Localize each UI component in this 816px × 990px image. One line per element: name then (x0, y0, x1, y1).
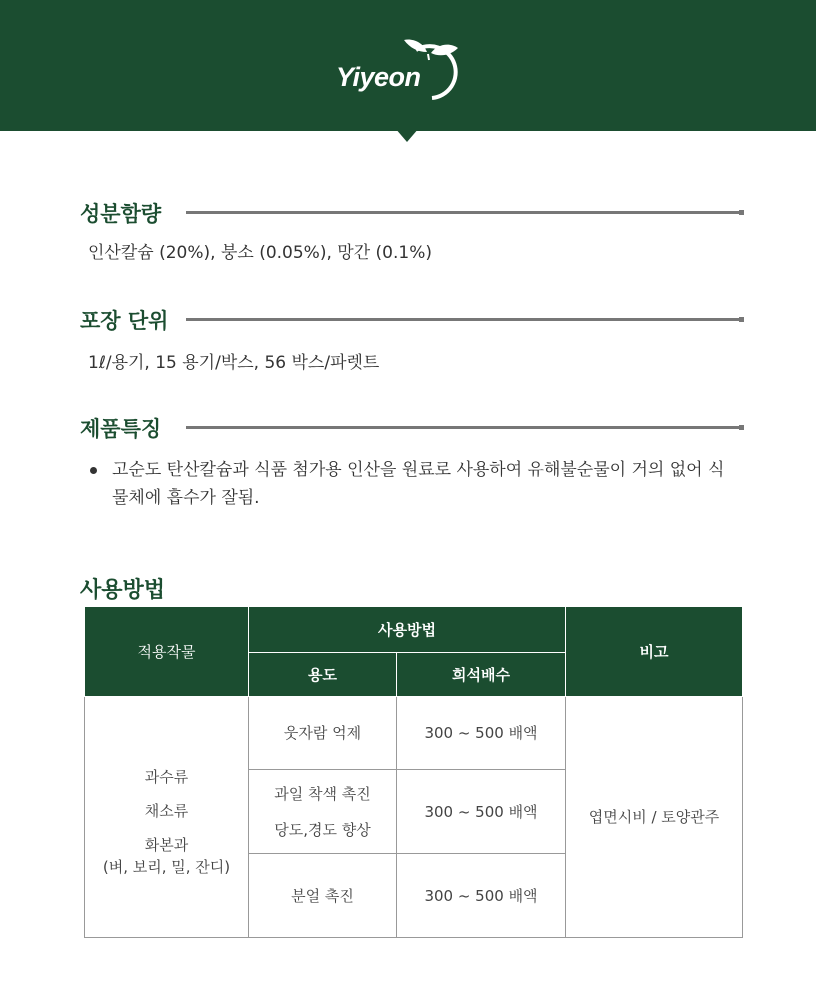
section-title: 제품특징 (80, 417, 162, 441)
crop-item: 과수류 (144, 768, 189, 786)
logo-text: Yiyeon (336, 62, 421, 92)
header-notch (395, 128, 419, 142)
composition-section (80, 198, 740, 268)
section-title: 포장 단위 (80, 309, 169, 333)
purpose-cell: 분얼 촉진 (249, 854, 397, 938)
dilution-cell: 300 ~ 500 배액 (397, 854, 566, 938)
crop-item: (벼, 보리, 밀, 잔디) (102, 858, 231, 876)
header-dilution: 희석배수 (397, 653, 566, 697)
header-banner (0, 0, 816, 131)
usage-table (84, 606, 743, 938)
purpose-line: 과일 착색 촉진 (274, 784, 371, 803)
dilution-cell: 300 ~ 500 배액 (397, 697, 566, 770)
crop-item: 채소류 (144, 802, 189, 820)
composition-text: 인산칼슘 (20%), 붕소 (0.05%), 망간 (0.1%) (88, 243, 432, 263)
header-crop: 적용작물 (85, 607, 249, 697)
dilution-cell: 300 ~ 500 배액 (397, 770, 566, 854)
brand-logo[interactable] (330, 36, 480, 116)
header-method: 사용방법 (249, 607, 566, 653)
feature-text: 고순도 탄산칼슘과 식품 첨가용 인산을 원료로 사용하여 유해불순물이 거의 없어 식물체에 흡수가 잘됨. (112, 460, 725, 508)
header-purpose: 용도 (249, 653, 397, 697)
header-note: 비고 (566, 607, 743, 697)
purpose-cell: 웃자람 억제 (249, 697, 397, 770)
section-divider (186, 426, 740, 429)
section-heading (80, 198, 740, 228)
purpose-line: 당도,경도 향상 (274, 820, 371, 839)
section-title: 성분함량 (80, 202, 162, 226)
crop-cell (85, 697, 249, 938)
packaging-section (80, 305, 740, 375)
packaging-text: 1ℓ/용기, 15 용기/박스, 56 박스/파렛트 (88, 353, 380, 373)
usage-title: 사용방법 (80, 578, 166, 603)
bullet-icon (90, 467, 97, 474)
crop-item: 화본과 (144, 836, 189, 854)
features-section (80, 413, 740, 523)
note-cell: 엽면시비 / 토양관주 (566, 697, 743, 938)
purpose-cell (249, 770, 397, 854)
section-heading (80, 413, 740, 443)
section-divider (186, 318, 740, 321)
section-divider (186, 211, 740, 214)
table-row (85, 697, 743, 770)
section-heading (80, 305, 740, 335)
